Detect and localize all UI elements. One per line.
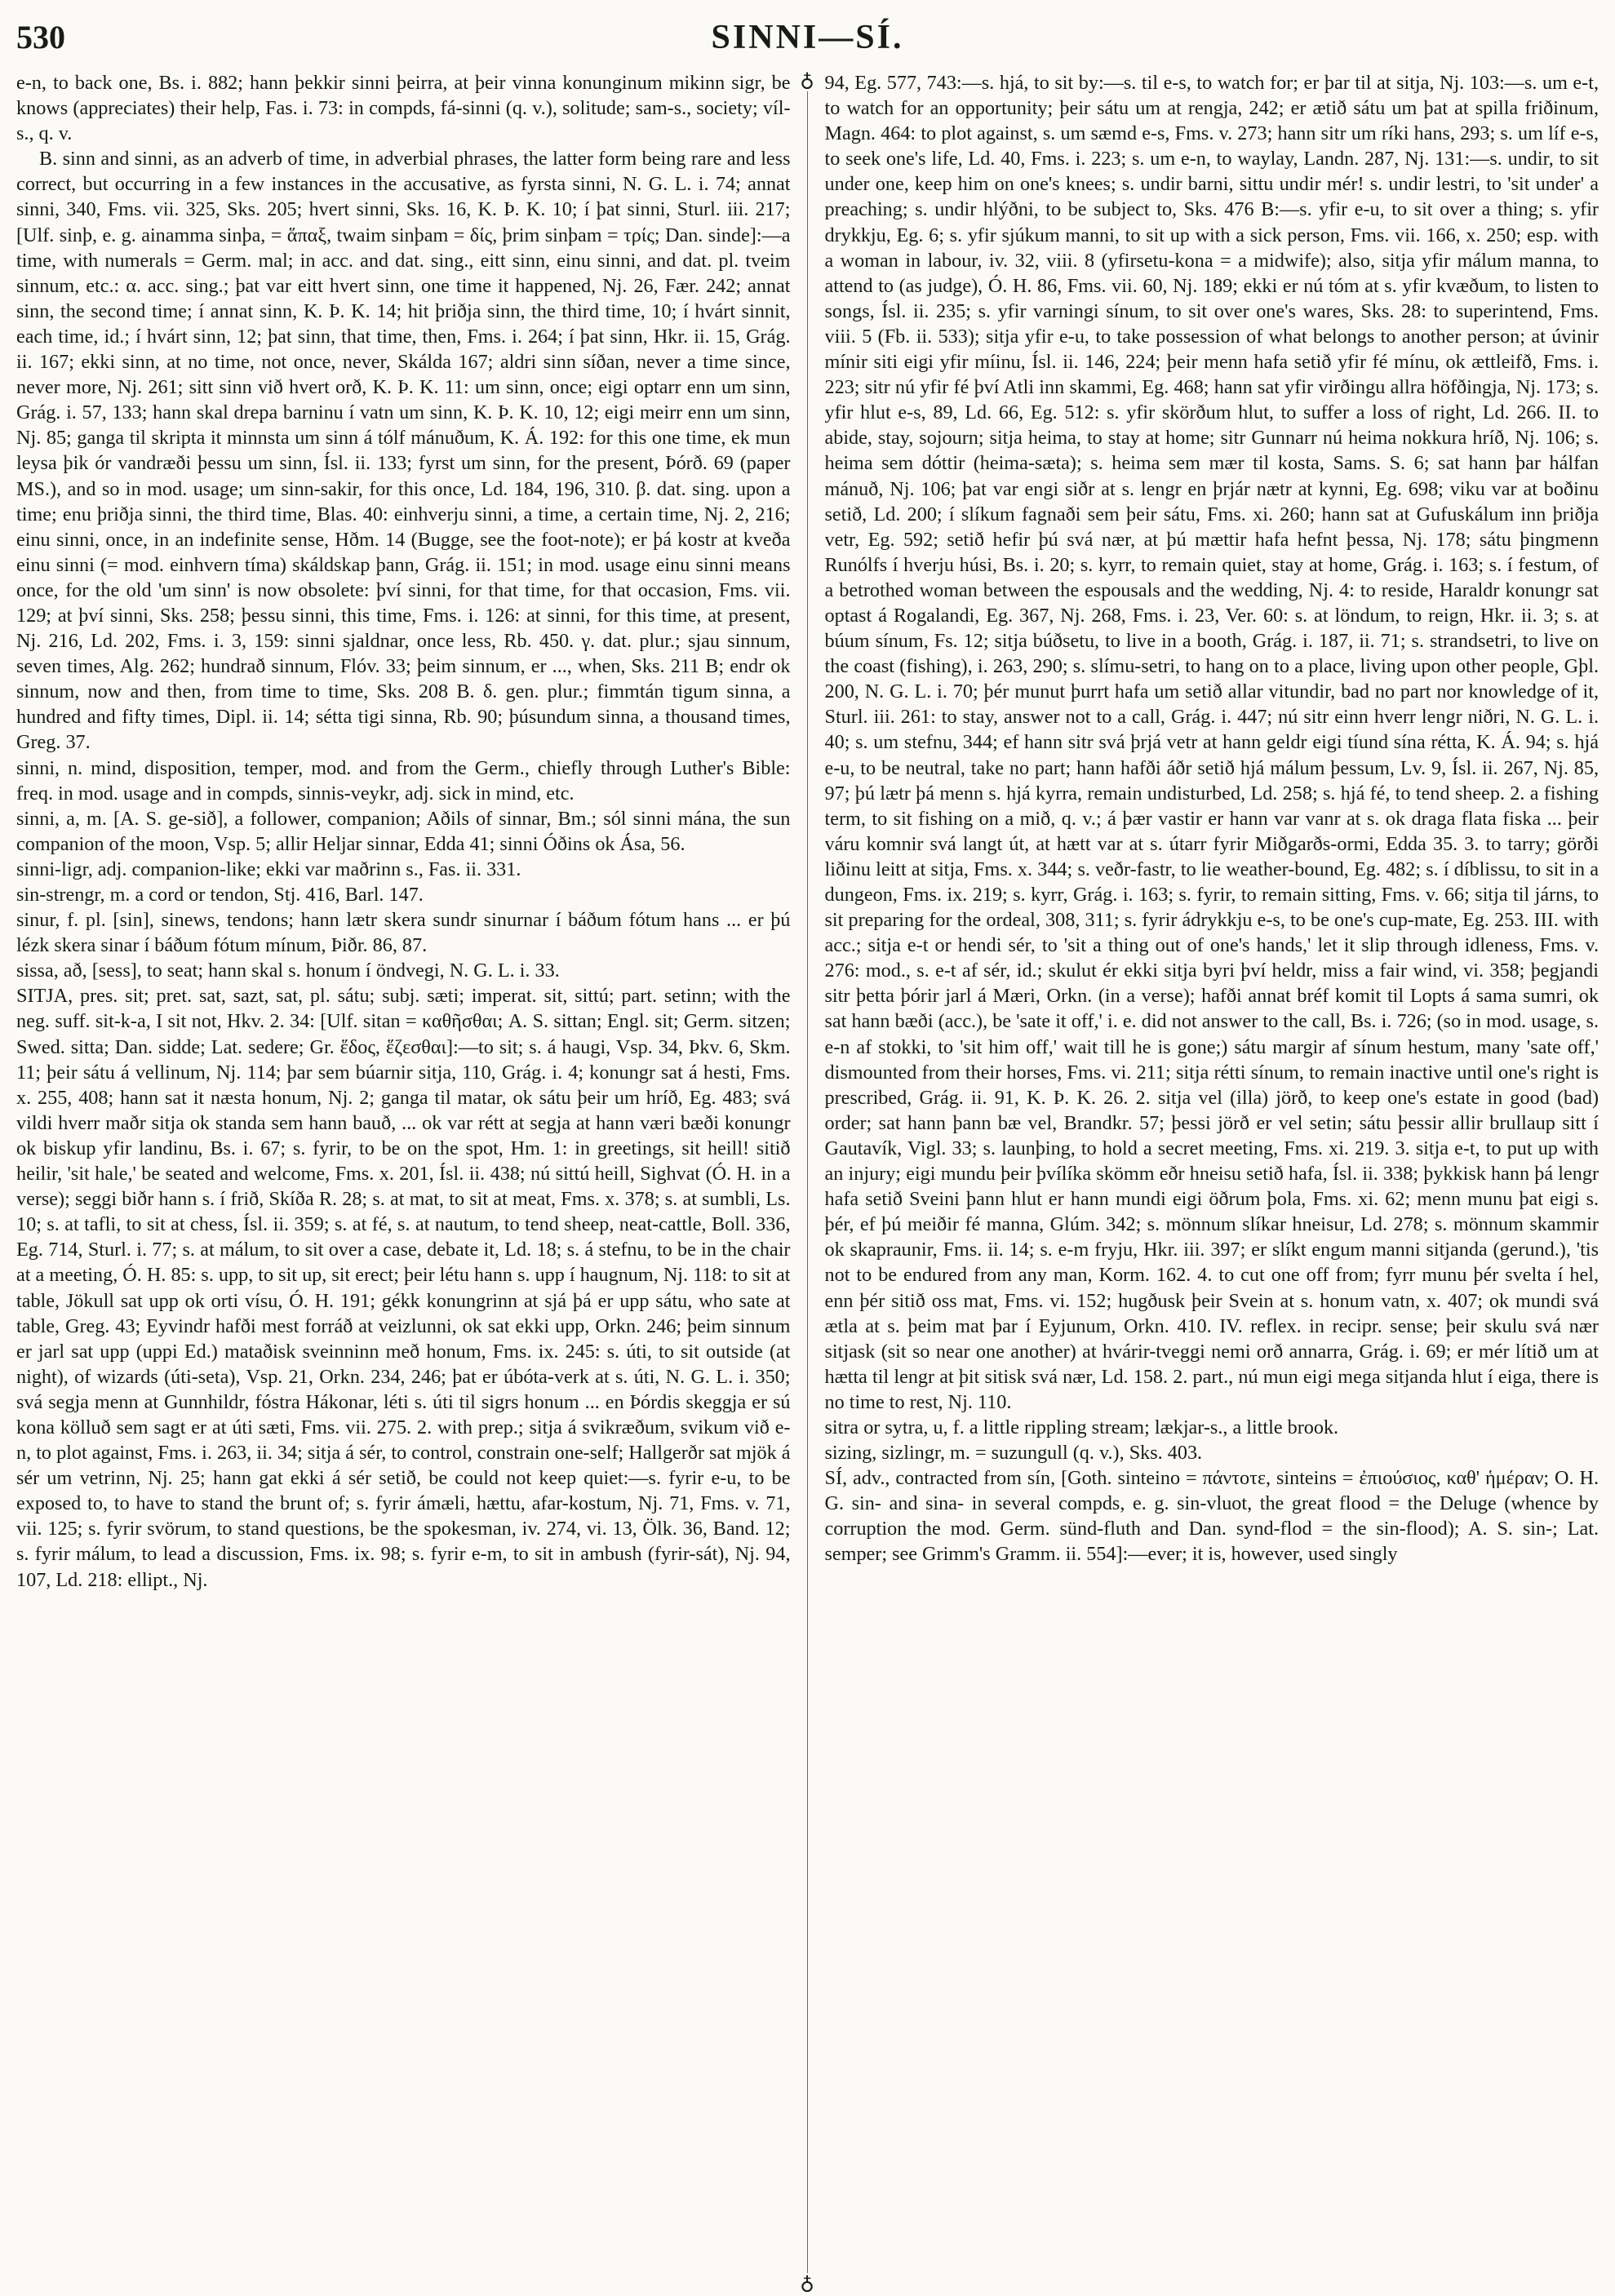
- entry-sizing: sizing, sizlingr, m. = suzungull (q. v.), Sks. 403.: [824, 1442, 1203, 1465]
- bottom-ornament-icon: ♁: [796, 2273, 818, 2294]
- entry-sinni-masculine: sinni, a, m. [A. S. ge-sið], a follower, companion; Aðils of sinnar, Bm.; sól sinni mána, the sun companion of the moon, Vsp. 5; allir Heljar sinnar, Edda 41; sinni Óðins ok Ása, 56.: [16, 807, 791, 855]
- entry-si-adverb: SÍ, adv., contracted from sín, [Goth. sinteino = πάντοτε, sinteins = ἐπιούσιος, καθ' ἡμέραν; O. H. G. sin- and sina- in several compds, e. g. sin-vluot, the great flood = the Deluge (whence by corruption the mod. Germ. sünd-fluth and Dan. synd-flod = the sin-flood); A. S. sin-; Lat. semper; see Grimm's Gramm. ii. 554]:—ever; it is, however, used singly: [824, 1467, 1599, 1566]
- running-head: SINNI—SÍ.: [711, 19, 904, 56]
- entry-sitra: sitra or sytra, u, f. a little rippling stream; lækjar-s., a little brook.: [824, 1416, 1339, 1438]
- entry-sissa: sissa, að, [sess], to seat; hann skal s. honum í öndvegi, N. G. L. i. 33.: [16, 960, 560, 982]
- top-ornament-icon: ♁: [796, 70, 818, 91]
- right-column: [825, 70, 1599, 2286]
- dictionary-columns: [16, 70, 1599, 2286]
- page-number: 530: [16, 19, 65, 55]
- entry-sin-strengr: sin-strengr, m. a cord or tendon, Stj. 416, Barl. 147.: [16, 884, 424, 906]
- entry-sitja: SITJA, pres. sit; pret. sat, sazt, sat, pl. sátu; subj. sæti; imperat. sit, sittú; part. setinn; with the neg. suff. sit-k-a, I sit not, Hkv. 2. 34: [Ulf. sitan = καθῆσθαι; A. S. sittan; Engl. sit; Germ. sitzen; Swed. sitta; Dan. sidde; Lat. sedere; Gr. ἕδος, ἕζεσθαι]:—to sit; s. á haugi, Vsp. 34, Þkv. 6, Skm. 11; þeir sátu á vellinum, Nj. 114; þar sem búarnir sitja, 110, Grág. i. 4; konungr sat á hesti, Fms. x. 255, 408; hann sat it næsta honum, Nj. 2; ganga til matar, ok sátu þeir um hríð, Eg. 483; svá vildi hverr maðr sitja ok standa sem hann bauð, ... ok var rétt at segja at hann væri bæði konungr ok biskup yfir landinu, Bs. i. 67; s. fyrir, to be on the spot, Hm. 1: in greetings, sit heill! sitið heilir, 'sit hale,' be seated and welcome, Fms. x. 201, Ísl. ii. 438; nú sittú heill, Sighvat (Ó. H. in a verse); seggi biðr hann s. í frið, Skíða R. 28; s. at mat, to sit at meat, Fms. x. 378; s. at sumbli, Ls. 10; s. at tafli, to sit at chess, Ísl. ii. 359; s. at fé, s. at nautum, to tend sheep, neat-cattle, Boll. 336, Eg. 714, Sturl. i. 77; s. at málum, to sit over a case, debate it, Ld. 18; s. á stefnu, to be in the chair at a meeting, Ó. H. 85: s. upp, to sit up, sit erect; þeir létu hann s. upp í haugnum, Nj. 118: to sit at table, Jökull sat upp ok orti vísu, Ó. H. 191; gékk konungrinn at sjá þá er upp sátu, who sate at table, Greg. 43; Eyvindr hafði mest forráð at veizlunni, ok sat ekki upp, Orkn. 246; þeim sinnum er jarl sat upp (uppi Ed.) mataðisk sveinninn með honum, Fms. ix. 245: s. úti, to sit outside (at night), of wizards (úti-seta), Vsp. 21, Orkn. 234, 246; þat er úbóta-verk at s. úti, N. G. L. i. 350; svá segja menn at Gunnhildr, fóstra Hákonar, léti s. úti til sigrs honum ... en Þórdis skeggja er sú kona kölluð sem sagt er at úti sæti, Fms. vii. 275. 2. with prep.; sitja á svikræðum, svikum við e-n, to plot against, Fms. i. 263, ii. 34; sitja á sér, to control, constrain one-self; Hallgerðr sat mjök á sér um vetrinn, Nj. 25; hann gat ekki á sér setið, be could not keep quiet:—s. fyrir e-u, to be exposed to, to have to stand the brunt of; s. fyrir ámæli, hættu, afar-kostum, Nj. 71, Fms. v. 71, vii. 125; s. fyrir svörum, to stand questions, be the spokesman, iv. 274, vi. 13, Ölk. 36, Band. 12; s. fyrir málum, to lead a discussion, Fms. ix. 98; s. fyrir e-m, to sit in ambush (fyrir-sát), Nj. 94, 107, Ld. 218: ellipt., Nj.: [16, 985, 791, 1591]
- entry-sinni-neuter: sinni, n. mind, disposition, temper, mod. and from the Germ., chiefly through Luther's Bible: freq. in mod. usage and in compds, sinnis-veykr, adj. sick in mind, etc.: [16, 756, 791, 804]
- entry-sitja-continued: 94, Eg. 577, 743:—s. hjá, to sit by:—s. til e-s, to watch for; er þar til at sitja, Nj. 103:—s. um e-t, to watch for an opportunity; þeir sátu um at rengja, 242; er ætið sátu um þat at spilla friðinum, Magn. 464: to plot against, s. um sæmd e-s, Fms. v. 273; hann sitr um ríki hans, 293; s. um líf e-s, to seek one's life, Ld. 40, Fms. i. 223; s. um e-n, to waylay, Landn. 287, Nj. 131:—s. undir, to sit under one, keep him on one's knees; s. undir barni, sittu undir mér! s. undir lestri, to 'sit under' a preaching; s. undir hlýðni, to be subject to, Sks. 476 B:—s. yfir e-u, to sit over a thing; s. yfir drykkju, Eg. 6; s. yfir sjúkum manni, to sit up with a sick person, Fms. vii. 166, x. 250; esp. with a woman in labour, iv. 32, viii. 8 (yfirsetu-kona = a midwife); also, sitja yfir málum manna, to attend to (as judge), Ó. H. 86, Fms. vii. 60, Nj. 189; ekki er nú tóm at s. yfir kvæðum, to listen to songs, Ísl. ii. 235; s. yfir varningi sínum, to sit over one's wares, Sks. 28: to superintend, Fms. viii. 5 (Fb. ii. 533); sitja yfir e-u, to take possession of what belongs to another person; at úvinir mínir siti eigi yfir míinu, Ísl. ii. 146, 224; þeir menn hafa setið yfir fé mínu, ok ættleifð, Fms. i. 223; sitr nú yfir fé því Atli inn skammi, Eg. 468; hann sat yfir virðingu allra höfðingja, Nj. 173; s. yfir hlut e-s, 89, Ld. 66, Eg. 512: s. yfir skörðum hlut, to suffer a loss of right, Ld. 266. II. to abide, stay, sojourn; sitja heima, to stay at home; sitr Gunnarr nú heima nokkura hríð, Nj. 106; s. heima sem dóttir (heima-sæta); s. heima sem mær til kosta, Sams. S. 6; sat hann þar hálfan mánuð, Nj. 106; þat var engi siðr at s. lengr en þrjár nætr at kynni, Eg. 698; viku var at boðinu setið, Ld. 200; í slíkum fagnaði sem þeir sátu, Fms. xi. 260; hann sat at Gufuskálum inn þriðja vetr, Eg. 592; setið hefir þú svá nær, at þú mættir hafa hefnt þessa, Nj. 178; sátu þingmenn Runólfs í hverju húsi, Bs. i. 20; s. kyrr, to remain quiet, stay at home, Grág. i. 163; s. í festum, of a betrothed woman between the espousals and the wedding, Nj. 4: to reside, Haraldr konungr sat optast á Rogalandi, Eg. 367, Nj. 268, Fms. i. 23, Ver. 60: s. at löndum, to reign, Hkr. ii. 3; s. at búum sínum, Fs. 12; sitja búðsetu, to live in a booth, Grág. i. 187, ii. 71; s. strandsetri, to live on the coast (fishing), i. 263, 290; s. slímu-setri, to hang on to a place, living upon other people, Gþl. 200, N. G. L. i. 70; þér munut þurrt hafa um setið allar vitundir, bad no part nor knowledge of it, Sturl. iii. 261: to stay, answer not to a call, Grág. i. 447; nú sitr einn hverr lengr niðri, N. G. L. i. 40; s. um stefnu, 344; ef hann sitr svá þrjá vetr at hann geldr eigi tíund sína rétta, K. Á. 94; s. hjá e-u, to be neutral, take no part; hann hafði áðr setið hjá málum þessum, Lv. 9, Ísl. ii. 267, Nj. 85, 97; þú lætr þá menn s. hjá kyrra, remain undisturbed, Ld. 258; s. hjá fé, to tend sheep. 2. a fishing term, to sit fishing on a mið, q. v.; á þær vastir er hann var vanr at s. ok draga flata fiska ... þeir váru komnir svá langt út, at hætt var at s. útarr fyrir Miðgarðs-ormi, Edda 35. 3. to tarry; görði liðinu leitt at sitja, Fms. x. 344; s. veðr-fastr, to lie weather-bound, Eg. 482; s. í díblissu, to sit in a dungeon, Fms. ix. 219; s. kyrr, Grág. i. 163; s. fyrir, to remain sitting, Fms. v. 66; sitja til járns, to sit preparing for the ordeal, 308, 311; s. fyrir ádrykkju e-s, to be one's cup-mate, Eg. 253. III. with acc.; sitja e-t or hendi sér, to 'sit a thing out of one's hands,' let it slip through idleness, Fms. v. 276: mod., s. e-t af sér, id.; skulut ér ekki sitja byri því heldr, miss a fair wind, vi. 358; þegjandi sitr þetta þórir jarl á Mæri, Orkn. (in a verse); hafði annat bréf komit til Lopts á sama sumri, ok sat hann bæði (acc.), be 'sate it off,' i. e. did not answer to the call, Bs. i. 726; (so in mod. usage, s. e-n af stokki, to 'sit him off,' wait till he is gone;) sátu margir af sínum hestum, many 'sate off,' dismounted from their horses, Fms. vi. 211; sitja rétti sínum, to remain inactive until one's right is prescribed, Grág. ii. 91, K. Þ. K. 26. 2. sitja vel (illa) jörð, to keep one's estate in good (bad) order; sat hann þann bæ vel, Brandkr. 57; þessi jörð er vel setin; sátu þessir allir brullaup sitt í Gautavík, Vigl. 33; s. launþing, to hold a secret meeting, Fms. xi. 219. 3. sitja e-t, to put up with an injury; eigi mundu þeir þvílíka skömm eðr hneisu setið hafa, Ísl. ii. 338; þykkisk hann þá lengr hafa setið Sveini þann hlut er hann mundi eigi öðrum þola, Fms. xi. 62; menn munu þat eigi s. þér, ef þú meiðir fé manna, Glúm. 342; s. mönnum slíkar hneisur, Ld. 278; s. mönnum skammir ok skapraunir, Fms. ii. 14; s. e-m fryju, Hkr. iii. 397; er slíkt engum manni sitjanda (gerund.), 'tis not to be endured from any man, Korm. 162. 4. to cut one off from; fyrr munu þér svelta í hel, enn þér sitið oss mat, Fms. vi. 152; hugðusk þeir Svein at s. honum vatn, x. 407; ok mundi svá ætla at s. þeim mat þar í Eyjunum, Orkn. 410. IV. reflex. in recipr. sense; þeir skulu svá nær sitjask (sit so near one another) at hvárir-tveggi nemi orð annarra, Grág. i. 69; er mér lítið um at hætta til lengr at þit sitisk svá nær, Ld. 158. 2. part., nú mun eigi mega sitjanda hlut í eiga, there is no time to rest, Nj. 110.: [824, 72, 1599, 1413]
- page-header: [16, 11, 1599, 64]
- entry-sinur: sinur, f. pl. [sin], sinews, tendons; hann lætr skera sundr sinurnar í báðum fótum hans ... er þú lézk skera sinar í báðum fótum mínum, Þiðr. 86, 87.: [16, 909, 791, 957]
- entry-sinni-ligr: sinni-ligr, adj. companion-like; ekki var maðrinn s., Fas. ii. 331.: [16, 858, 521, 880]
- left-column: [16, 70, 791, 2286]
- entry-sinni-continued: e-n, to back one, Bs. i. 882; hann þekkir sinni þeirra, at þeir vinna konunginum mikinn sigr, be knows (appreciates) their help, Fas. i. 73: in compds, fá-sinni (q. v.), solitude; sam-s., society; víl-s., q. v.: [16, 72, 791, 145]
- entry-sinn-adverb: B. sinn and sinni, as an adverb of time, in adverbial phrases, the latter form being rare and less correct, but occurring in a few instances in the accusative, as fyrsta sinni, N. G. L. i. 74; annat sinni, 340, Fms. vii. 325, Sks. 205; hvert sinni, Sks. 16, K. Þ. K. 10; í þat sinni, Sturl. iii. 217; [Ulf. sinþ, e. g. ainamma sinþa, = ἅπαξ, twaim sinþam = δίς, þrim sinþam = τρίς; Dan. sinde]:—a time, with numerals = Germ. mal; in acc. and dat. sing., eitt sinn, einu sinni, and dat. pl. tveim sinnum, etc.: α. acc. sing.; þat var eitt hvert sinn, one time it happened, Nj. 26, Fær. 242; annat sinn, the second time; í annat sinn, K. Þ. K. 14; hit þriðja sinn, the third time, 10; í hvárt sinnit, each time, id.; í hvárt sinn, 12; þat sinn, that time, then, Fms. i. 264; í þat sinn, Hkr. ii. 15, Grág. ii. 167; ekki sinn, at no time, not once, never, Skálda 167; aldri sinn síðan, never a time since, never more, Nj. 261; sitt sinn við hvert orð, K. Þ. K. 11: um sinn, once; eigi optarr enn um sinn, Grág. i. 57, 133; hann skal drepa barninu í vatn um sinn, K. Þ. K. 10, 12; eigi meirr enn um sinn, Nj. 85; ganga til skripta it minnsta um sinn á tólf mánuðum, K. Á. 192: for this one time, ek mun leysa þik ór vandræði þessu um sinn, Ísl. ii. 133; fyrst um sinn, for the present, Þórð. 69 (paper MS.), and so in mod. usage; um sinn-sakir, for this once, Ld. 184, 196, 310. β. dat. sing. upon a time; enu þriðja sinni, the third time, Blas. 40: einhverju sinni, a time, a certain time, Nj. 2, 216; einu sinni, once, in an indefinite sense, Hðm. 14 (Bugge, see the foot-note); er þá kostr at kveða einu sinni (= mod. einhvern tíma) skáldskap þann, Grág. ii. 151; in mod. usage einu sinni means once, for the old 'um sinn' is now obsolete: því sinni, for that time, for that occasion, Fms. vii. 129; at því sinni, Sks. 258; þessu sinni, this time, Fms. i. 126: at sinni, for this time, at present, Nj. 216, Ld. 202, Fms. i. 3, 159: sinni sjaldnar, once less, Rb. 450. γ. dat. plur.; sjau sinnum, seven times, Alg. 262; hundrað sinnum, Flóv. 33; þeim sinnum, er ..., when, Sks. 211 B; endr ok sinnum, now and then, from time to time, Sks. 208 B. δ. gen. plur.; fimmtán tigum sinna, a hundred and fifty times, Dipl. ii. 14; sétta tigi sinna, Rb. 90; þúsundum sinna, a thousand times, Greg. 37.: [16, 148, 791, 754]
